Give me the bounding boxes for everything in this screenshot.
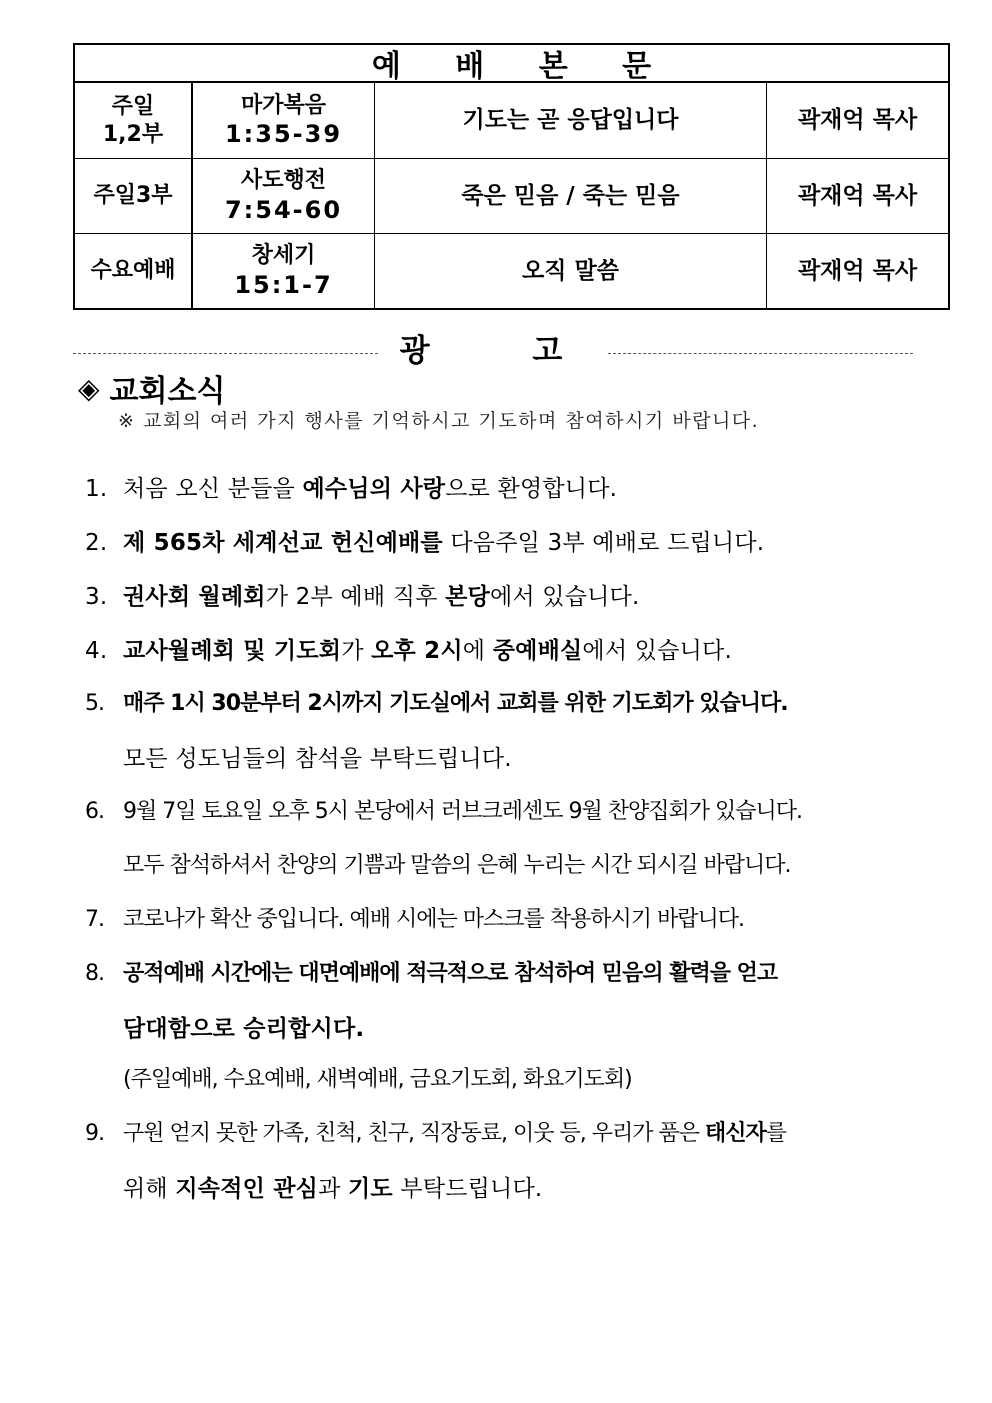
list-item: 2. 제 565차 세계선교 헌신예배를 다음주일 3부 예배로 드립니다. <box>85 530 765 556</box>
list-item: 4. 교사월례회 및 기도회가 오후 2시에 중예배실에서 있습니다. <box>85 638 732 664</box>
service-name: 수요예배 <box>75 234 193 308</box>
list-item: 1. 처음 오신 분들을 예수님의 사랑으로 환영합니다. <box>85 476 618 502</box>
worship-table <box>73 43 950 310</box>
divider-left <box>73 353 378 354</box>
list-item: 7. 코로나가 확산 중입니다. 예배 시에는 마스크를 착용하시기 바랍니다. <box>85 907 744 932</box>
list-item-continuation: 담대함으로 승리합시다. <box>123 1016 365 1042</box>
divider-right <box>608 353 913 354</box>
scripture <box>193 234 375 308</box>
list-item: 8. 공적예배 시간에는 대면예배에 적극적으로 참석하여 믿음의 활력을 얻고 <box>85 961 778 986</box>
news-heading <box>78 366 225 410</box>
worship-row <box>75 233 948 308</box>
news-heading-label: 교회소식 <box>109 374 226 409</box>
list-item: 3. 권사회 월례회가 2부 예배 직후 본당에서 있습니다. <box>85 584 640 610</box>
list-item-sub: (주일예배, 수요예배, 새벽예배, 금요기도회, 화요기도회) <box>123 1067 632 1092</box>
scripture-ref: 1:35-39 <box>224 120 343 149</box>
preacher: 곽재억 목사 <box>797 182 918 209</box>
scripture <box>193 159 375 233</box>
scripture-ref: 7:54-60 <box>224 195 343 224</box>
scripture-ref: 15:1-7 <box>234 270 333 299</box>
service-name: 주일3부 <box>75 159 193 233</box>
worship-row <box>75 158 948 233</box>
list-item: 6. 9월 7일 토요일 오후 5시 본당에서 러브크레센도 9월 찬양집회가 있습니다. <box>85 799 802 824</box>
list-item-continuation: 모든 성도님들의 참석을 부탁드립니다. <box>123 746 512 772</box>
ad-title: 광 고 <box>399 332 609 369</box>
news-note: ※ 교회의 여러 가지 행사를 기억하시고 기도하며 참여하시기 바랍니다. <box>118 410 760 432</box>
service-name: 주일 1,2부 <box>75 83 193 158</box>
sermon-title: 오직 말씀 <box>375 234 767 308</box>
preacher: 곽재억 목사 <box>797 257 918 284</box>
ad-header <box>73 322 913 372</box>
sermon-title: 기도는 곧 응답입니다 <box>375 83 767 158</box>
list-item-continuation: 위해 지속적인 관심과 기도 부탁드립니다. <box>123 1176 543 1202</box>
sermon-title: 죽은 믿음 / 죽는 믿음 <box>375 159 767 233</box>
preacher: 곽재억 목사 <box>797 107 918 134</box>
list-item-continuation: 모두 참석하셔서 찬양의 기쁨과 말씀의 은혜 누리는 시간 되시길 바랍니다. <box>123 853 791 878</box>
scripture-book: 사도행전 <box>240 168 326 194</box>
scripture-book: 마가복음 <box>240 92 326 118</box>
worship-row <box>75 83 948 158</box>
worship-table-title: 예 배 본 문 <box>75 45 948 83</box>
list-item: 9. 구원 얻지 못한 가족, 친척, 친구, 직장동료, 이웃 등, 우리가 품은 태신자를 <box>85 1121 786 1146</box>
scripture <box>193 83 375 158</box>
list-item: 5. 매주 1시 30분부터 2시까지 기도실에서 교회를 위한 기도회가 있습니다. <box>85 691 788 716</box>
diamond-bullet-icon: ◈ <box>78 371 100 405</box>
scripture-book: 창세기 <box>251 243 316 269</box>
